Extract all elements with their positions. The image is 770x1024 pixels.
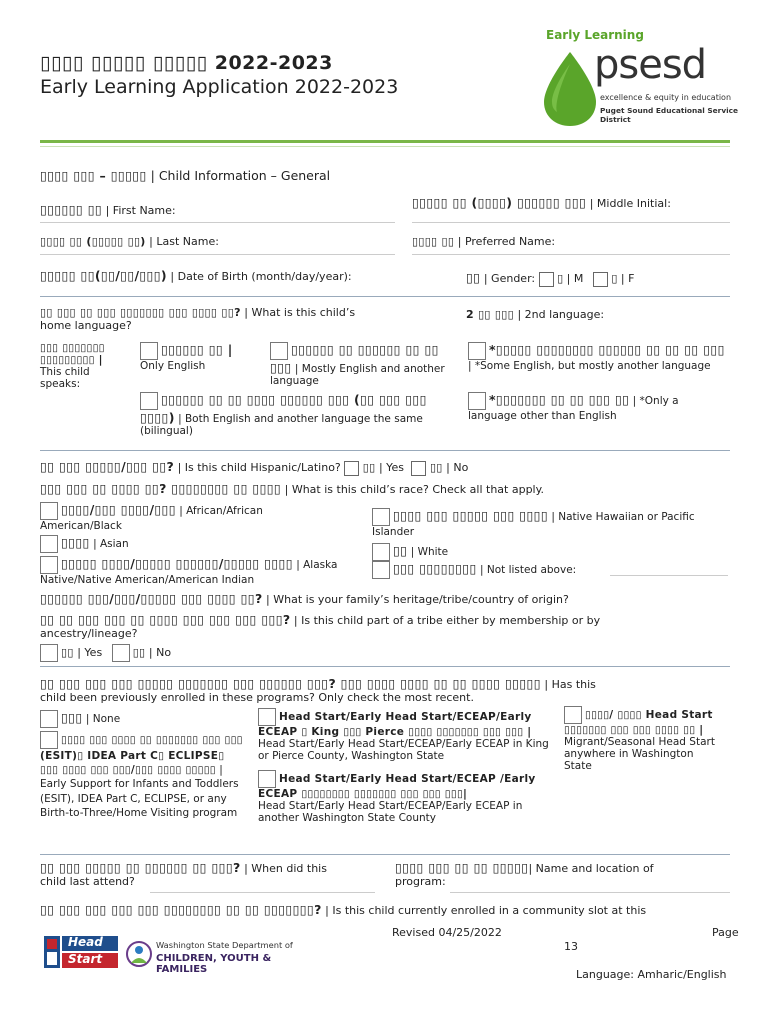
dcyf-logo (126, 936, 306, 975)
prev-none-checkbox[interactable] (40, 710, 58, 728)
opt-bilingual[interactable]: ▯▯▯▯▯▯ ▯▯ ▯▯ ▯▯▯▯ ▯▯▯▯▯▯ ▯▯▯ (▯▯ ▯▯▯ ▯▯▯ ▯▯▯▯) | Both English and another language the same (bilingual) (140, 392, 427, 437)
race-asian-option[interactable]: ▯▯▯▯ | Asian (40, 535, 129, 553)
last-attend-field[interactable] (150, 892, 375, 893)
first-name-field[interactable] (40, 222, 395, 223)
head-start-logo-text-1: Head (68, 935, 103, 949)
logo-tagline: excellence & equity in education (600, 93, 732, 102)
prev-hs-king-checkbox[interactable] (258, 708, 276, 726)
preferred-name-field[interactable] (412, 254, 730, 255)
middle-initial-field[interactable] (412, 222, 730, 223)
header-divider-thin (40, 146, 730, 147)
dcyf-line-1: Washington State Department of (156, 940, 293, 950)
prev-migrant-option[interactable]: ▯▯▯▯/ ▯▯▯▯ Head Start ▯▯▯▯▯▯▯ ▯▯▯ ▯▯▯ ▯▯▯▯ ▯▯ | Migrant/Seasonal Head Start anywhere in Washington State (564, 706, 724, 772)
last-attend-question: ▯▯ ▯▯▯ ▯▯▯▯▯ ▯▯ ▯▯▯▯▯▯ ▯▯ ▯▯▯? | When did this child last attend? (40, 860, 327, 888)
tribe-answers: ▯▯ | Yes ▯▯ | No (40, 644, 171, 662)
only-other-checkbox[interactable] (468, 392, 486, 410)
bilingual-checkbox[interactable] (140, 392, 158, 410)
logo-drop-icon (540, 50, 600, 128)
only-english-checkbox[interactable] (140, 342, 158, 360)
tribe-question: ▯▯ ▯▯ ▯▯▯ ▯▯▯ ▯▯ ▯▯▯▯ ▯▯▯ ▯▯▯ ▯▯▯ ▯▯▯? | Is this child part of a tribe either by membership or by ancestry/lineage? (40, 612, 601, 640)
prev-hs-other-checkbox[interactable] (258, 770, 276, 788)
last-name-label: ▯▯▯▯ ▯▯ (▯▯▯▯▯ ▯▯) | Last Name: (40, 235, 219, 248)
page-title-amharic: ▯▯▯▯ ▯▯▯▯▯ ▯▯▯▯▯ 2022-2023 (40, 52, 333, 74)
language-label: Language: Amharic/English (576, 968, 727, 981)
program-location-field[interactable] (450, 892, 730, 893)
opt-only-other[interactable]: *▯▯▯▯▯▯▯ ▯▯ ▯▯ ▯▯▯ ▯▯ | *Only a language other than English (468, 392, 679, 422)
dcyf-line-2: CHILDREN, YOUTH & FAMILIES (156, 953, 272, 975)
child-speaks-label: ▯▯▯ ▯▯▯▯▯▯▯ ▯▯▯▯▯▯▯▯▯ | This child speaks: (40, 342, 105, 390)
race-white-option[interactable]: ▯▯ | White (372, 543, 448, 561)
race-hawaiian-option[interactable]: ▯▯▯▯ ▯▯▯ ▯▯▯▯▯ ▯▯▯ ▯▯▯▯ | Native Hawaiian or Pacific Islander (372, 508, 695, 538)
preferred-name-label: ▯▯▯▯ ▯▯ | Preferred Name: (412, 235, 556, 248)
logo-psesd: psesd (594, 42, 707, 88)
first-name-label: ▯▯▯▯▯▯ ▯▯ | First Name: (40, 202, 176, 217)
gender-m-checkbox[interactable] (539, 272, 554, 287)
race-native-option[interactable]: ▯▯▯▯▯ ▯▯▯▯/▯▯▯▯▯ ▯▯▯▯▯▯/▯▯▯▯▯ ▯▯▯▯ | Alaska Native/Native American/American Indian (40, 556, 338, 586)
mostly-english-checkbox[interactable] (270, 342, 288, 360)
prev-migrant-checkbox[interactable] (564, 706, 582, 724)
opt-some-english[interactable]: *▯▯▯▯▯ ▯▯▯▯▯▯▯▯ ▯▯▯▯▯▯ ▯▯ ▯▯ ▯▯ ▯▯▯ | *Some English, but mostly another language (468, 342, 725, 372)
race-notlisted-checkbox[interactable] (372, 561, 390, 579)
last-name-field[interactable] (40, 254, 395, 255)
race-black-option[interactable]: ▯▯▯▯/▯▯▯ ▯▯▯▯/▯▯▯ | African/African American/Black (40, 502, 263, 532)
divider (40, 854, 730, 855)
hispanic-no-checkbox[interactable] (411, 461, 426, 476)
dcyf-emblem-icon (126, 939, 152, 969)
divider (40, 666, 730, 667)
race-question: ▯▯▯ ▯▯▯ ▯▯ ▯▯▯▯ ▯▯? ▯▯▯▯▯▯▯▯ ▯▯ ▯▯▯▯ | What is this child’s race? Check all that apply. (40, 481, 545, 496)
page-label: Page (712, 926, 739, 939)
previous-enrollment-question: ▯▯ ▯▯▯ ▯▯▯ ▯▯▯ ▯▯▯▯▯ ▯▯▯▯▯▯▯ ▯▯▯ ▯▯▯▯▯▯ ▯▯▯? ▯▯▯ ▯▯▯▯ ▯▯▯▯ ▯▯ ▯▯ ▯▯▯▯ ▯▯▯▯▯ | Has this child been previously enrolled in these programs? Only check the most recent. (40, 676, 596, 704)
prev-none-option[interactable]: ▯▯▯ | None (40, 710, 120, 728)
header-divider (40, 140, 730, 143)
home-language-label: ▯▯ ▯▯▯ ▯▯ ▯▯▯ ▯▯▯▯▯▯▯ ▯▯▯ ▯▯▯▯ ▯▯? | What is this child’s home language? (40, 306, 356, 332)
hispanic-yes-checkbox[interactable] (344, 461, 359, 476)
heritage-question: ▯▯▯▯▯▯ ▯▯▯/▯▯▯/▯▯▯▯▯ ▯▯▯ ▯▯▯▯ ▯▯? | What is your family’s heritage/tribe/country of origin? (40, 591, 569, 606)
some-english-checkbox[interactable] (468, 342, 486, 360)
hispanic-question: ▯▯ ▯▯▯ ▯▯▯▯▯/▯▯▯ ▯▯? | Is this child Hispanic/Latino? ▯▯ | Yes ▯▯ | No (40, 459, 469, 474)
divider (40, 450, 730, 451)
prev-hs-king-option[interactable]: Head Start/Early Head Start/ECEAP/Early ECEAP ▯ King ▯▯▯ Pierce ▯▯▯▯ ▯▯▯▯▯▯▯ ▯▯▯ ▯▯▯ | Head Start/Early Head Start/ECEAP/Early ECEAP in King or Pierce County, Washington State (258, 708, 550, 762)
revised-date: Revised 04/25/2022 (392, 926, 502, 939)
race-notlisted-field[interactable] (610, 575, 728, 576)
race-black-checkbox[interactable] (40, 502, 58, 520)
section-heading-child-info: ▯▯▯▯ ▯▯▯ – ▯▯▯▯▯ | Child Information – General (40, 168, 331, 183)
opt-only-english[interactable]: ▯▯▯▯▯▯ ▯▯ | Only English (140, 342, 233, 372)
head-start-logo-text-2: Start (68, 952, 103, 966)
tribe-yes-checkbox[interactable] (40, 644, 58, 662)
middle-initial-label: ▯▯▯▯▯ ▯▯ (▯▯▯▯) ▯▯▯▯▯▯ ▯▯▯ | Middle Initial: (412, 195, 671, 210)
divider (40, 296, 730, 297)
prev-esit-option[interactable]: ▯▯▯▯ ▯▯▯ ▯▯▯▯ ▯▯ ▯▯▯▯▯▯▯ ▯▯▯ ▯▯▯ (ESIT)▯ IDEA Part C▯ ECLIPSE▯ ▯▯▯ ▯▯▯▯ ▯▯▯ ▯▯▯/▯▯▯ ▯▯▯▯ ▯▯▯▯▯ | Early Support for Infants and Toddlers (ESIT), IDEA Part C, ECLIPSE, or any Birth-to-Three/Home Visiting program (40, 731, 245, 820)
page-title: Early Learning Application 2022-2023 (40, 76, 399, 98)
race-white-checkbox[interactable] (372, 543, 390, 561)
opt-mostly-english[interactable]: ▯▯▯▯▯▯ ▯▯ ▯▯▯▯▯▯ ▯▯ ▯▯ ▯▯▯ | Mostly English and another language (270, 342, 445, 387)
head-start-logo (44, 934, 119, 970)
logo-org: Puget Sound Educational Service District (600, 106, 739, 124)
second-language-label: 2 ▯▯ ▯▯▯ | 2nd language: (466, 308, 605, 321)
logo-early-learning-text: Early Learning (546, 28, 644, 42)
prev-esit-checkbox[interactable] (40, 731, 58, 749)
gender-label: ▯▯ | Gender: ▯ | M ▯ | F (466, 270, 635, 285)
prev-hs-other-option[interactable]: Head Start/Early Head Start/ECEAP /Early ECEAP ▯▯▯▯▯▯▯▯ ▯▯▯▯▯▯▯ ▯▯▯ ▯▯▯ ▯▯▯| Head Start/Early Head Start/ECEAP/Early ECEAP in another Washington State County (258, 770, 550, 824)
race-hawaiian-checkbox[interactable] (372, 508, 390, 526)
community-slot-question: ▯▯ ▯▯▯ ▯▯▯ ▯▯▯ ▯▯▯ ▯▯▯▯▯▯▯▯ ▯▯ ▯▯ ▯▯▯▯▯▯▯? | Is this child currently enrolled in a community slot at this (40, 902, 647, 917)
program-location-question: ▯▯▯▯ ▯▯▯ ▯▯ ▯▯ ▯▯▯▯▯| Name and location of program: (395, 860, 654, 888)
race-native-checkbox[interactable] (40, 556, 58, 574)
tribe-no-checkbox[interactable] (112, 644, 130, 662)
dob-label: ▯▯▯▯▯ ▯▯(▯▯/▯▯/▯▯▯) | Date of Birth (month/day/year): (40, 268, 352, 283)
race-asian-checkbox[interactable] (40, 535, 58, 553)
race-notlisted-option[interactable]: ▯▯▯ ▯▯▯▯▯▯▯▯ | Not listed above: (372, 561, 576, 579)
page-number: 13 (564, 940, 578, 953)
gender-f-checkbox[interactable] (593, 272, 608, 287)
